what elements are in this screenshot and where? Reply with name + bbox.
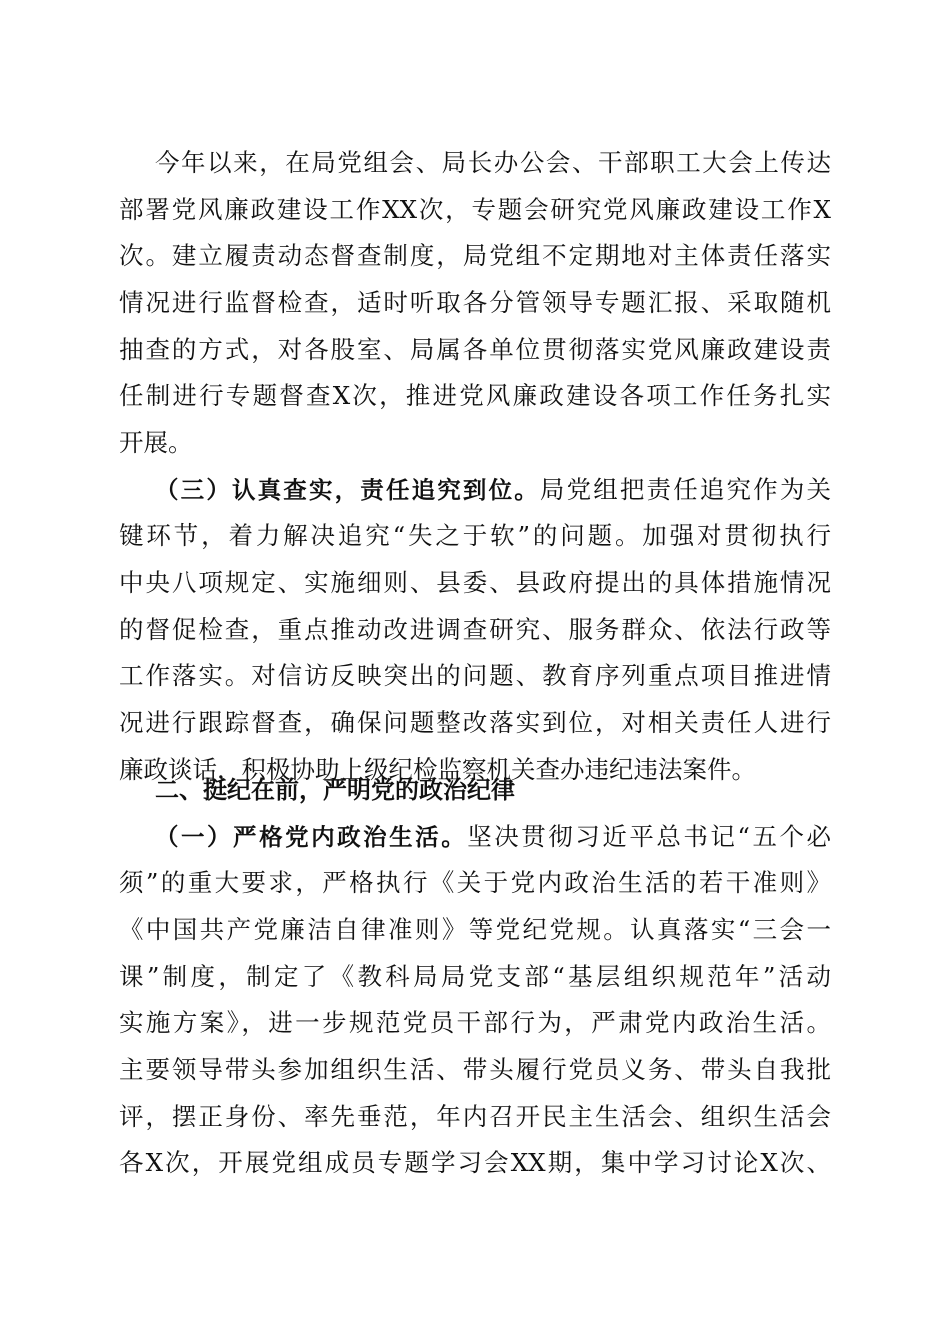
paragraph-2-line: 键环节，着力解决追究“失之于软”的问题。加强对贯彻执行 xyxy=(119,521,831,550)
paragraph-2-line: 况进行跟踪督查，确保问题整改落实到位，对相关责任人进行 xyxy=(119,708,831,737)
paragraph-3-line: 《中国共产党廉洁自律准则》等党纪党规。认真落实“三会一 xyxy=(119,915,831,944)
paragraph-2-first-line xyxy=(155,470,831,510)
paragraph-2-line: 的督促检查，重点推动改进调查研究、服务群众、依法行政等 xyxy=(119,615,831,644)
paragraph-3-line: 实施方案》，进一步规范党员干部行为，严肃党内政治生活。 xyxy=(119,1008,831,1037)
paragraph-3-line: 评，摆正身份、率先垂范，年内召开民主生活会、组织生活会 xyxy=(119,1102,831,1131)
paragraph-2-first-line-rest: 局党组把责任追究作为关 xyxy=(539,475,832,504)
section-heading-2: 二、挺纪在前，严明党的政治纪律 xyxy=(155,776,515,804)
paragraph-1-line: 次。建立履责动态督查制度，局党组不定期地对主体责任落实 xyxy=(119,241,831,270)
paragraph-1-line: 开展。 xyxy=(119,428,193,457)
paragraph-1-line: 今年以来，在局党组会、局长办公会、干部职工大会上传达 xyxy=(155,148,831,177)
paragraph-3-line: 课”制度，制定了《教科局局党支部“基层组织规范年”活动 xyxy=(119,962,831,991)
paragraph-3-line: 主要领导带头参加组织生活、带头履行党员义务、带头自我批 xyxy=(119,1055,831,1084)
paragraph-2-line: 廉政谈话，积极协助上级纪检监察机关查办违纪违法案件。 xyxy=(119,755,756,784)
section-1-lead: （一）严格党内政治生活。 xyxy=(155,823,468,851)
paragraph-1-line: 部署党风廉政建设工作XX次，专题会研究党风廉政建设工作X xyxy=(119,195,831,224)
paragraph-1-line: 抽查的方式，对各股室、局属各单位贯彻落实党风廉政建设责 xyxy=(119,335,831,364)
paragraph-3-first-line xyxy=(155,817,831,857)
paragraph-3-line: 各X次，开展党组成员专题学习会XX期，集中学习讨论X次、 xyxy=(119,1148,831,1177)
section-3-lead: （三）认真查实，责任追究到位。 xyxy=(155,476,540,504)
paragraph-2-line: 工作落实。对信访反映突出的问题、教育序列重点项目推进情 xyxy=(119,661,831,690)
paragraph-2-line: 中央八项规定、实施细则、县委、县政府提出的具体措施情况 xyxy=(119,568,831,597)
paragraph-3-first-line-rest: 坚决贯彻习近平总书记“五个必 xyxy=(467,822,832,851)
paragraph-3-line: 须”的重大要求，严格执行《关于党内政治生活的若干准则》 xyxy=(119,868,831,897)
paragraph-1-line: 任制进行专题督查X次，推进党风廉政建设各项工作任务扎实 xyxy=(119,381,831,410)
paragraph-1-line: 情况进行监督检查，适时听取各分管领导专题汇报、采取随机 xyxy=(119,288,831,317)
